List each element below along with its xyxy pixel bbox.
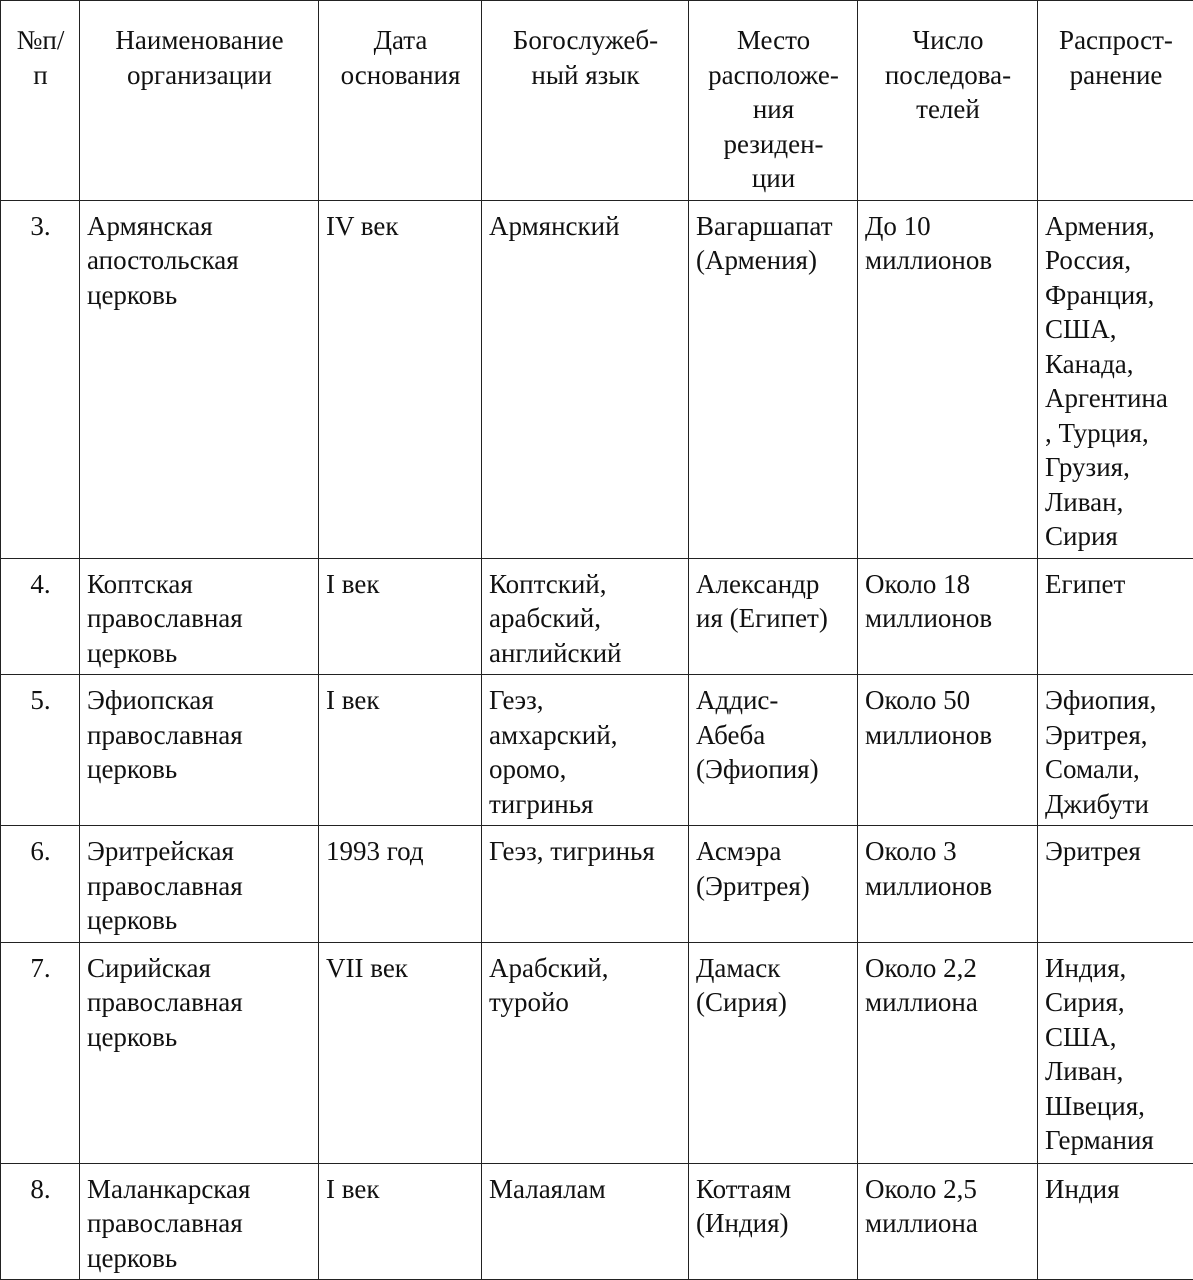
table-row [1,558,1193,675]
table-row [1,1163,1193,1280]
founding-date: VII век [319,942,482,1163]
spread: Египет [1038,558,1193,675]
founding-date: I век [319,1163,482,1280]
followers: Около 2,5 миллиона [858,1163,1038,1280]
followers: Около 3 миллионов [858,826,1038,943]
followers: Около 18 миллионов [858,558,1038,675]
row-number: 6. [1,826,80,943]
residence: Асмэра (Эритрея) [689,826,858,943]
row-number: 7. [1,942,80,1163]
header-row [1,1,1193,201]
header-spread: Распрост- ранение [1038,1,1193,201]
organization-name: Эфиопская православная церковь [80,675,319,826]
organization-name: Армянская апостольская церковь [80,200,319,558]
residence: Аддис- Абеба (Эфиопия) [689,675,858,826]
row-number: 5. [1,675,80,826]
spread: Индия [1038,1163,1193,1280]
table-row [1,826,1193,943]
spread: Эфиопия, Эритрея, Сомали, Джибути [1038,675,1193,826]
founding-date: I век [319,558,482,675]
row-number: 8. [1,1163,80,1280]
table-row [1,200,1193,558]
followers: Около 50 миллионов [858,675,1038,826]
founding-date: IV век [319,200,482,558]
followers: Около 2,2 миллиона [858,942,1038,1163]
residence: Вагаршапат (Армения) [689,200,858,558]
header-organization-name: Наименование организации [80,1,319,201]
header-founding-date: Дата основания [319,1,482,201]
table-row [1,942,1193,1163]
table-row [1,675,1193,826]
residence: Дамаск (Сирия) [689,942,858,1163]
spread: Эритрея [1038,826,1193,943]
header-liturgical-language: Богослужеб- ный язык [482,1,689,201]
spread: Индия, Сирия, США, Ливан, Швеция, Германия [1038,942,1193,1163]
founding-date: I век [319,675,482,826]
founding-date: 1993 год [319,826,482,943]
liturgical-language: Армянский [482,200,689,558]
header-followers: Число последова- телей [858,1,1038,201]
liturgical-language: Коптский, арабский, английский [482,558,689,675]
organization-name: Эритрейская православная церковь [80,826,319,943]
spread: Армения, Россия, Франция, США, Канада, Аргентина , Турция, Грузия, Ливан, Сирия [1038,200,1193,558]
liturgical-language: Арабский, туройо [482,942,689,1163]
row-number: 3. [1,200,80,558]
liturgical-language: Малаялам [482,1163,689,1280]
organization-name: Сирийская православная церковь [80,942,319,1163]
residence: Александр ия (Египет) [689,558,858,675]
liturgical-language: Геэз, тигринья [482,826,689,943]
organization-name: Коптская православная церковь [80,558,319,675]
row-number: 4. [1,558,80,675]
header-number: №п/ п [1,1,80,201]
followers: До 10 миллионов [858,200,1038,558]
header-residence: Место расположе- ния резиден- ции [689,1,858,201]
liturgical-language: Геэз, амхарский, оромо, тигринья [482,675,689,826]
residence: Коттаям (Индия) [689,1163,858,1280]
organization-name: Маланкарская православная церковь [80,1163,319,1280]
